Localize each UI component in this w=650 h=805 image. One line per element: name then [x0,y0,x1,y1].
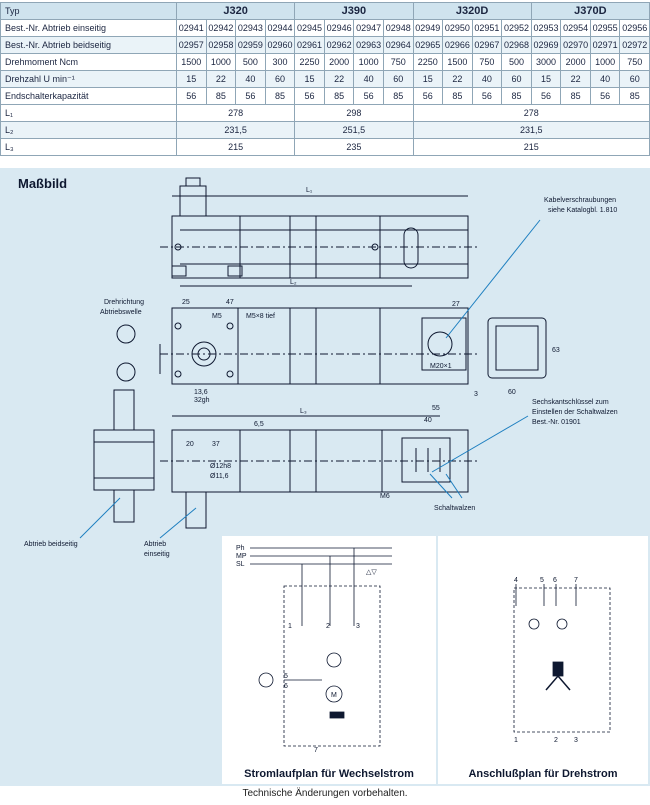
schaltwalzen-box [402,438,450,482]
a-term-2: 2 [554,737,558,744]
footer-note: Technische Änderungen vorbehalten. [242,788,408,799]
table-cell: 02956 [620,20,650,37]
stromlaufplan-title: Stromlaufplan für Wechselstrom [244,768,414,780]
a-term-7: 7 [574,577,578,584]
motor-cap [186,178,200,186]
dim-65: 6,5 [254,421,264,428]
table-cell: 60 [383,71,413,88]
table-cell: 56 [354,88,384,105]
arrows-label: △▽ [366,569,377,576]
end-view [488,318,546,378]
table-cell: 15 [177,71,207,88]
table-cell: 15 [295,71,325,88]
table-cell: 02953 [531,20,561,37]
table-cell: 56 [590,88,620,105]
motor-top [180,186,206,216]
table-row [1,88,650,105]
table-cell: 85 [383,88,413,105]
table-cell: 40 [236,71,266,88]
table-cell: 2000 [561,54,591,71]
table-cell: 02947 [354,20,384,37]
sl-label: SL [236,561,245,568]
dim-37: 37 [212,441,220,448]
table-cell: 15 [531,71,561,88]
slot [404,228,418,268]
ph-label: Ph [236,545,245,552]
table-cell: 02960 [265,37,295,54]
table-cell: 298 [295,105,413,122]
dim-63: 63 [552,347,560,354]
schaltwalzen-label: Schaltwalzen [434,505,476,512]
table-cell: 85 [265,88,295,105]
table-cell: 56 [177,88,207,105]
table-cell: 02961 [295,37,325,54]
dim-m20: M20×1 [430,363,452,370]
dim-55: 55 [432,405,440,412]
table-cell: 278 [177,105,295,122]
table-cell: 1000 [206,54,236,71]
table-cell: 22 [324,71,354,88]
table-row [1,105,650,122]
table-cell: 02972 [620,37,650,54]
drawing-title: Maßbild [18,176,68,191]
a-term-6: 6 [553,577,557,584]
table-cell: 40 [354,71,384,88]
table-cell: 60 [620,71,650,88]
table-cell: 02966 [443,37,473,54]
table-cell: 56 [531,88,561,105]
table-cell: 02963 [354,37,384,54]
table-cell: 300 [265,54,295,71]
dim-32gh: 32gh [194,397,210,404]
einseitig-label-2: einseitig [144,551,170,558]
table-cell: 215 [177,139,295,156]
sechskant-label-3: Best.-Nr. 01901 [532,419,581,426]
table-cell: 85 [620,88,650,105]
table-cell: 02958 [206,37,236,54]
table-cell: 2250 [413,54,443,71]
table-cell: 2250 [295,54,325,71]
anschlussplan-title: Anschlußplan für Drehstrom [468,768,618,780]
table-cell: 3000 [531,54,561,71]
a-term-5: 5 [540,577,544,584]
table-cell: 02949 [413,20,443,37]
table-cell: 215 [413,139,650,156]
table-cell: 40 [590,71,620,88]
table-cell: 500 [236,54,266,71]
dim-l3: L₃ [300,408,307,415]
table-cell: 02971 [590,37,620,54]
table-cell: 1500 [177,54,207,71]
term-3: 3 [356,623,360,630]
mp-label: MP [236,553,247,560]
stromlaufplan-diagram [222,536,436,784]
dim-20: 20 [186,441,194,448]
table-cell: 02954 [561,20,591,37]
row-label: L₁ [1,105,177,122]
table-cell: 56 [295,88,325,105]
dim-m6: M6 [380,493,390,500]
beidseitig-label: Abtrieb beidseitig [24,541,78,548]
row-label: L₃ [1,139,177,156]
typ-label: Typ [1,3,177,20]
table-cell: 85 [443,88,473,105]
table-cell: 56 [413,88,443,105]
table-cell: 85 [324,88,354,105]
table-cell: 231,5 [177,122,295,139]
table-cell: 500 [502,54,532,71]
dim-60: 60 [508,389,516,396]
table-cell: 02967 [472,37,502,54]
table-cell: 56 [236,88,266,105]
term-1: 1 [288,623,292,630]
dim-40: 40 [424,417,432,424]
table-cell: 02942 [206,20,236,37]
table-cell: 22 [443,71,473,88]
table-cell: 02952 [502,20,532,37]
table-cell: 2000 [324,54,354,71]
kabel-label: Kabelverschraubungen [544,197,616,204]
table-cell: 56 [472,88,502,105]
table-cell: 02944 [265,20,295,37]
row-label: Endschalterkapazität [1,88,177,105]
table-cell: 02959 [236,37,266,54]
group-j370d: J370D [531,3,649,20]
drehrichtung-label: Drehrichtung [104,299,145,306]
dim-12h8: Ø12h8 [210,463,232,470]
einseitig-label-1: Abtrieb [144,541,167,548]
abtriebswelle-label: Abtriebswelle [100,309,142,316]
a-term-1: 1 [514,737,518,744]
row-label: Drehmoment Ncm [1,54,177,71]
table-row [1,122,650,139]
table-row [1,54,650,71]
table-cell: 02968 [502,37,532,54]
dim-116: Ø11,6 [210,473,229,480]
row-label: Best.-Nr. Abtrieb einseitig [1,20,177,37]
table-cell: 02962 [324,37,354,54]
table-cell: 85 [502,88,532,105]
table-cell: 40 [472,71,502,88]
dim-25: 25 [182,299,190,306]
table-cell: 15 [413,71,443,88]
group-j390: J390 [295,3,413,20]
dim-47: 47 [226,299,234,306]
a-term-3: 3 [574,737,578,744]
table-cell: 02965 [413,37,443,54]
table-cell: 02970 [561,37,591,54]
dim-3: 3 [474,391,478,398]
table-cell: 85 [561,88,591,105]
table-body [1,20,650,156]
table-cell: 02943 [236,20,266,37]
table-cell: 02964 [383,37,413,54]
motor-m: M [331,692,337,699]
table-row [1,71,650,88]
table-row [1,20,650,37]
dim-l2: L₂ [290,279,297,286]
dim-27: 27 [452,301,460,308]
table-cell: 02948 [383,20,413,37]
side-view-left [94,430,154,490]
sechskant-label-2: Einstellen der Schaltwalzen [532,409,618,416]
spec-table [0,2,650,156]
anschlussplan-diagram [438,536,648,784]
table-cell: 02969 [531,37,561,54]
kabel-label-2: siehe Katalogbl. 1.810 [548,207,618,214]
table-cell: 278 [413,105,650,122]
table-cell: 02941 [177,20,207,37]
table-cell: 02955 [590,20,620,37]
table-cell: 85 [206,88,236,105]
dim-l1: L₁ [306,187,313,194]
term-2: 2 [326,623,330,630]
group-j320: J320 [177,3,295,20]
row-label: Best.-Nr. Abtrieb beidseitig [1,37,177,54]
group-j320d: J320D [413,3,531,20]
table-cell: 235 [295,139,413,156]
table-cell: 251,5 [295,122,413,139]
table-cell: 02946 [324,20,354,37]
table-cell: 60 [502,71,532,88]
sechskant-label-1: Sechskantschlüssel zum [532,399,609,406]
table-cell: 750 [472,54,502,71]
dim-m5tief: M5×8 tief [246,313,275,320]
table-cell: 02957 [177,37,207,54]
term-5: 5 [284,673,288,680]
table-header-row [1,3,650,20]
term-6: 6 [284,683,288,690]
table-cell: 1000 [354,54,384,71]
term-7: 7 [314,747,318,754]
a-term-4: 4 [514,577,518,584]
table-row [1,139,650,156]
table-cell: 1500 [443,54,473,71]
table-cell: 22 [206,71,236,88]
row-label: L₂ [1,122,177,139]
table-cell: 02950 [443,20,473,37]
table-cell: 750 [383,54,413,71]
dim-m5: M5 [212,313,222,320]
table-cell: 60 [265,71,295,88]
table-cell: 02945 [295,20,325,37]
row-label: Drehzahl U min⁻¹ [1,71,177,88]
table-cell: 231,5 [413,122,650,139]
table-cell: 750 [620,54,650,71]
table-cell: 02951 [472,20,502,37]
table-cell: 22 [561,71,591,88]
table-row [1,37,650,54]
dim-136: 13,6 [194,389,208,396]
table-cell: 1000 [590,54,620,71]
